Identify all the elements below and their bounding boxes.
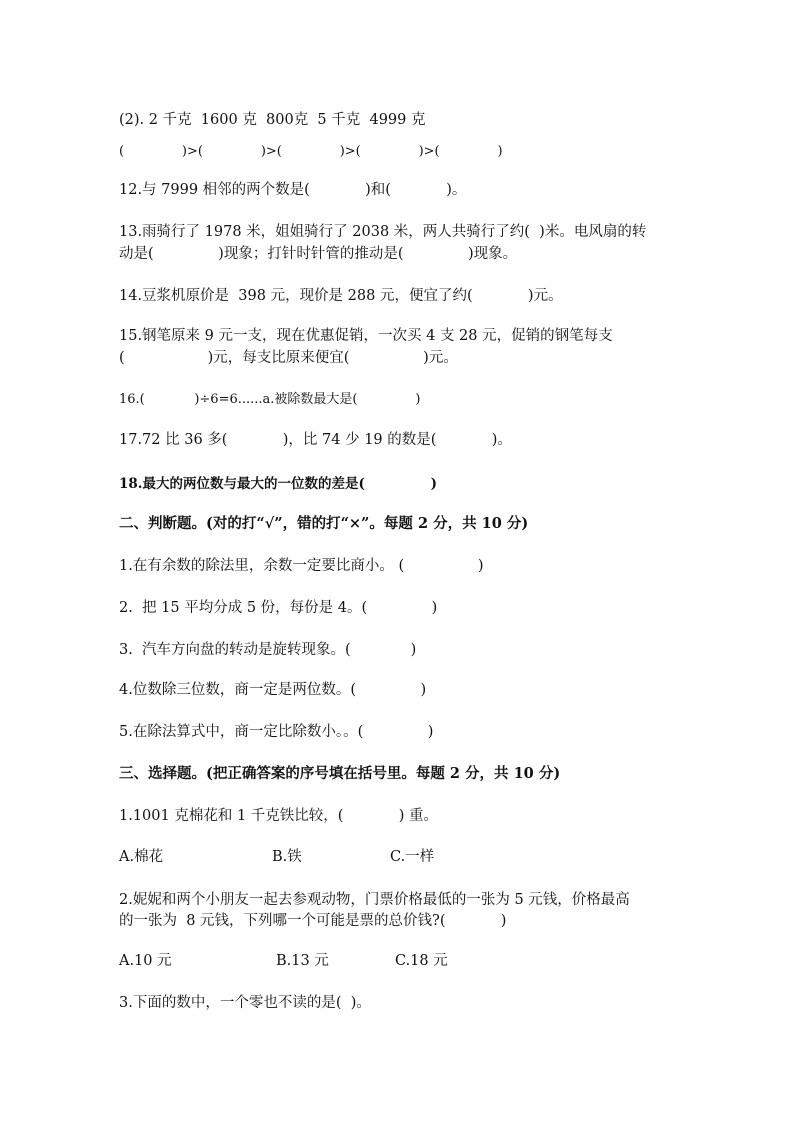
q14-text: 14.豆浆机原价是 398 元，现价是 288 元，便宜了约( )元。	[119, 288, 563, 304]
q11-part2-line: (2). 2 千克 1600 克 800克 5 千克 4999 克	[119, 112, 426, 128]
choice-q2-option-a: A.10 元	[119, 953, 172, 969]
q16-text: 16.( )÷6=6......a.被除数最大是( )	[119, 392, 421, 407]
choice-q1-option-a: A.棉花	[119, 849, 164, 865]
q18-text: 18.最大的两位数与最大的一位数的差是( )	[119, 476, 438, 492]
choice-q1: 1.1001 克棉花和 1 千克铁比较，( ) 重。	[119, 808, 439, 824]
judge-q5: 5.在除法算式中，商一定比除数小。。( )	[119, 724, 434, 740]
q15-text-line1: 15.钢笔原来 9 元一支，现在优惠促销，一次买 4 支 28 元，促销的钢笔每支	[119, 328, 613, 344]
choice-q2-option-b: B.13 元	[276, 953, 329, 969]
q17-text: 17.72 比 36 多( )，比 74 少 19 的数是( )。	[119, 432, 512, 448]
q13-text-line2: 动是( )现象；打针时针管的推动是( )现象。	[119, 246, 518, 262]
q15-text-line2: ( )元，每支比原来便宜( )元。	[119, 350, 458, 366]
section-3-heading: 三、选择题。(把正确答案的序号填在括号里。每题 2 分，共 10 分)	[119, 765, 561, 782]
q11-part2-blanks: ( )>( )>( )>( )>( )	[119, 144, 503, 159]
choice-q2-line1: 2.妮妮和两个小朋友一起去参观动物，门票价格最低的一张为 5 元钱，价格最高	[119, 892, 630, 908]
choice-q2-option-c: C.18 元	[395, 953, 448, 969]
judge-q3: 3. 汽车方向盘的转动是旋转现象。( )	[119, 642, 417, 658]
choice-q1-option-c: C.一样	[390, 849, 435, 865]
choice-q3: 3.下面的数中，一个零也不读的是( )。	[119, 995, 371, 1011]
judge-q4: 4.位数除三位数，商一定是两位数。( )	[119, 682, 427, 698]
section-2-heading: 二、判断题。(对的打“√”，错的打“×”。每题 2 分，共 10 分)	[119, 515, 529, 532]
choice-q2-line2: 的一张为 8 元钱，下列哪一个可能是票的总价钱?( )	[119, 913, 507, 929]
q13-text-line1: 13.雨骑行了 1978 米，姐姐骑行了 2038 米，两人共骑行了约( )米。电风扇的转	[119, 224, 647, 240]
q12-text: 12.与 7999 相邻的两个数是( )和( )。	[119, 182, 467, 198]
judge-q2: 2. 把 15 平均分成 5 份，每份是 4。( )	[119, 600, 438, 616]
judge-q1: 1.在有余数的除法里，余数一定要比商小。 ( )	[119, 558, 484, 574]
choice-q1-option-b: B.铁	[272, 849, 302, 865]
